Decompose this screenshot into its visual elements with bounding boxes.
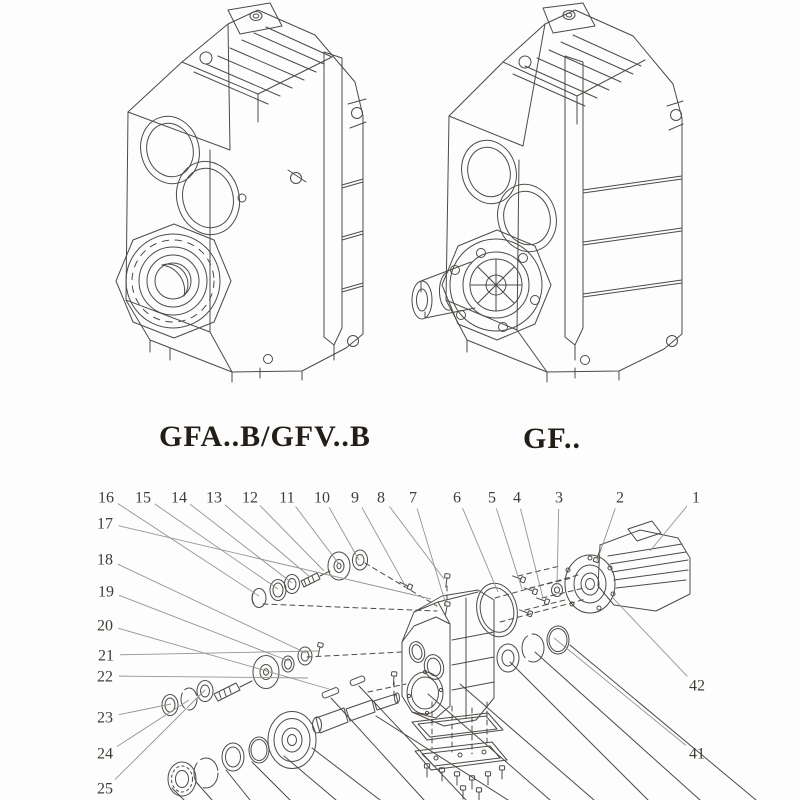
leader-line-14	[190, 504, 292, 583]
callout-6: 6	[453, 489, 461, 507]
flange-parts	[472, 573, 569, 672]
leader-line-8	[390, 507, 444, 579]
callout-11: 11	[279, 489, 295, 507]
callout-16: 16	[98, 489, 114, 507]
callout-19: 19	[98, 583, 114, 601]
figure-label-left: GFA..B/GFV..B	[159, 420, 371, 453]
callout-4: 4	[513, 489, 521, 507]
callout-18: 18	[97, 551, 113, 569]
leader-line-11	[296, 506, 339, 564]
leader-line-42	[612, 597, 687, 676]
callout-41: 41	[689, 745, 705, 763]
figure-label-right: GF..	[523, 422, 581, 455]
callout-7: 7	[409, 489, 417, 507]
callout-2: 2	[616, 489, 624, 507]
callout-13: 13	[206, 489, 222, 507]
leader-line-9	[362, 507, 407, 589]
callout-10: 10	[314, 489, 330, 507]
leader-line-16	[118, 504, 259, 596]
callout-12: 12	[242, 489, 258, 507]
callout-1: 1	[692, 489, 700, 507]
input-shaft-assembly	[252, 550, 368, 608]
leader-line-15	[155, 504, 278, 589]
callout-8: 8	[377, 489, 385, 507]
callout-17: 17	[97, 515, 113, 533]
leader-line-2	[597, 508, 615, 561]
leader-line-22	[119, 676, 308, 678]
callout-21: 21	[98, 647, 114, 665]
callout-5: 5	[488, 489, 496, 507]
callout-25: 25	[97, 780, 113, 798]
callout-24: 24	[97, 745, 113, 763]
leader-line-24	[117, 700, 189, 747]
gearbox-drawing-gf	[412, 3, 683, 382]
bottom-cover-assembly	[412, 713, 507, 800]
leader-line-17	[119, 526, 431, 599]
callout-22: 22	[97, 668, 113, 686]
leader-line-21	[120, 651, 319, 655]
callout-14: 14	[171, 489, 187, 507]
leader-line-18	[118, 564, 306, 653]
leader-line-20	[118, 628, 329, 689]
leader-line-5	[496, 508, 522, 589]
callout-23: 23	[97, 709, 113, 727]
leader-line-7	[417, 508, 447, 608]
callout-3: 3	[555, 489, 563, 507]
callout-9: 9	[351, 489, 359, 507]
leader-line-4	[520, 509, 543, 598]
callout-42: 42	[689, 677, 705, 695]
exploded-view	[162, 521, 756, 800]
leader-line-10	[329, 507, 359, 560]
leader-line-3	[557, 509, 559, 585]
callout-20: 20	[97, 617, 113, 635]
motor	[565, 521, 690, 613]
callout-15: 15	[135, 489, 151, 507]
callout-layer	[97, 490, 705, 798]
leader-line-6	[463, 508, 498, 592]
gearbox-drawing-gfab-gfvb	[116, 3, 366, 382]
